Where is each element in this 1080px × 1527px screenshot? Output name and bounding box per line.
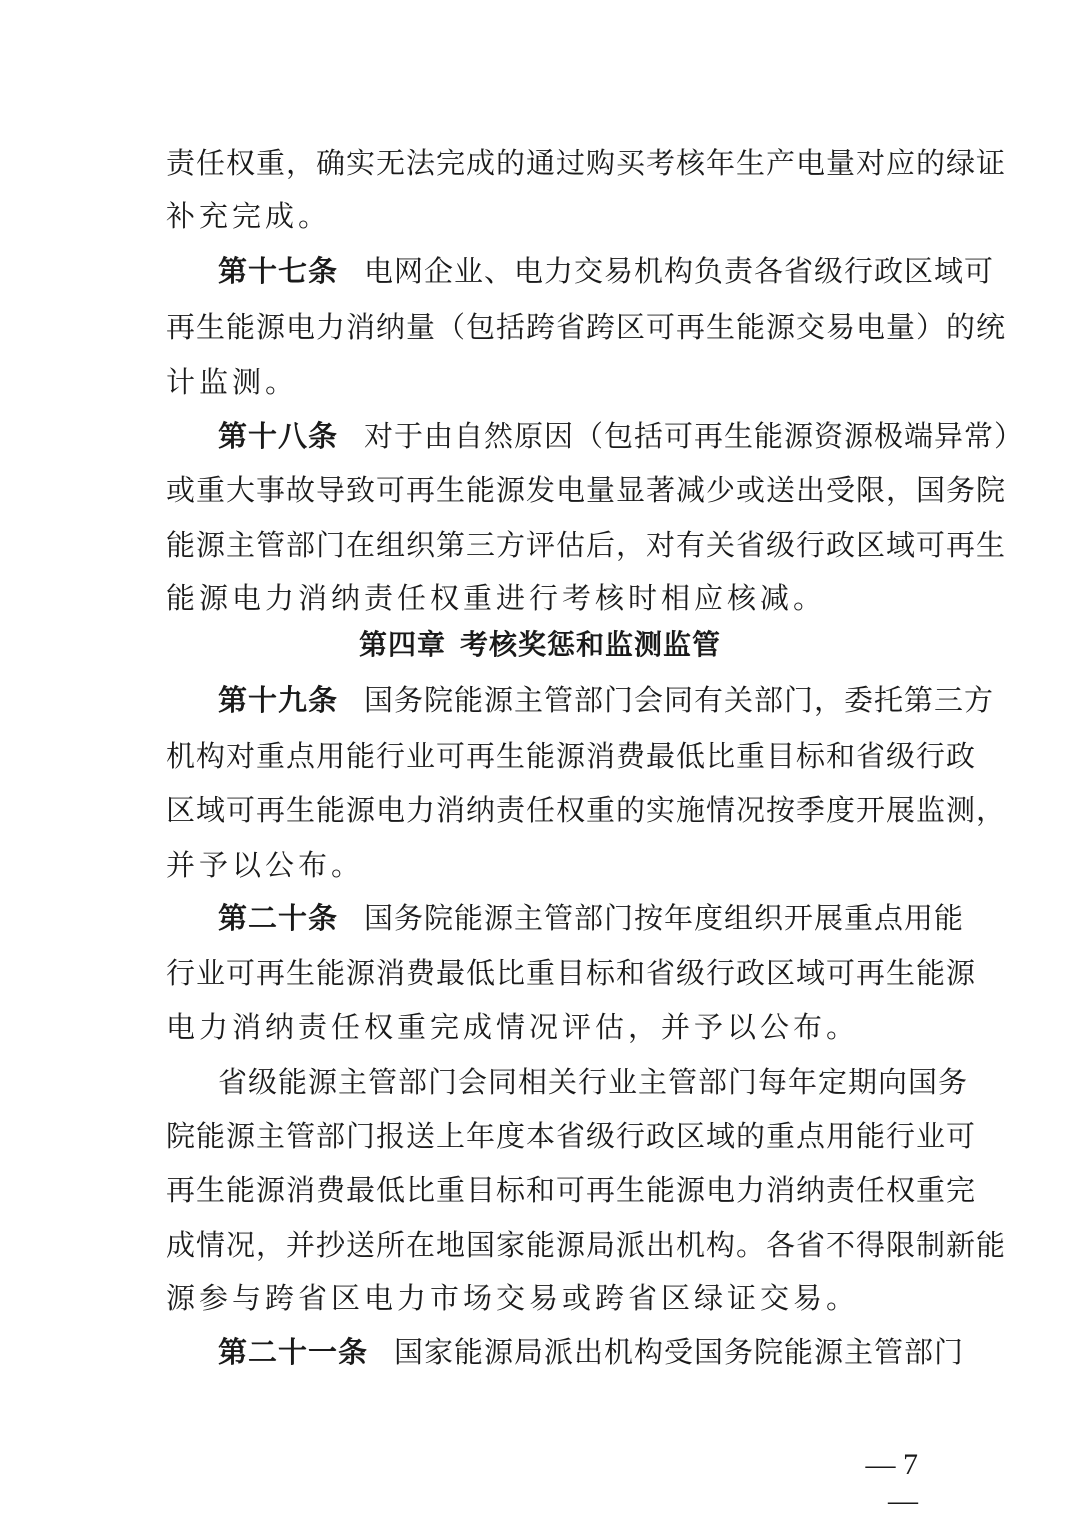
article-17-first-line bbox=[218, 251, 995, 291]
chapter-title: 考核奖惩和监测监管 bbox=[460, 628, 722, 661]
body-line: 补充完成。 bbox=[166, 199, 332, 233]
body-line: 行业可再生能源消费最低比重目标和省级行政区域可再生能源 bbox=[166, 956, 977, 990]
article-18-text: 对于由自然原因（包括可再生能源资源极端异常） bbox=[364, 419, 1025, 453]
article-17-text: 电网企业、电力交易机构负责各省级行政区域可 bbox=[364, 254, 995, 288]
article-21-label: 第二十一条 bbox=[218, 1335, 369, 1369]
body-line: 或重大事故导致可再生能源发电量显著减少或送出受限，国务院 bbox=[166, 473, 1007, 507]
article-20-text: 国务院能源主管部门按年度组织开展重点用能 bbox=[364, 901, 965, 935]
page-number: — 7 — bbox=[865, 1448, 918, 1517]
body-line: 计监测。 bbox=[166, 365, 299, 399]
article-17-label: 第十七条 bbox=[218, 254, 339, 288]
body-line: 机构对重点用能行业可再生能源消费最低比重目标和省级行政 bbox=[166, 739, 977, 773]
article-20-label: 第二十条 bbox=[218, 901, 339, 935]
body-line: 电力消纳责任权重完成情况评估，并予以公布。 bbox=[166, 1010, 860, 1044]
body-line: 再生能源消费最低比重目标和可再生能源电力消纳责任权重完 bbox=[166, 1173, 977, 1207]
body-line: 并予以公布。 bbox=[166, 848, 365, 882]
article-18-label: 第十八条 bbox=[218, 419, 339, 453]
article-21-first-line bbox=[218, 1332, 965, 1372]
article-19-label: 第十九条 bbox=[218, 683, 339, 717]
article-18-first-line bbox=[218, 416, 1025, 456]
article-20-first-line bbox=[218, 898, 965, 938]
body-line: 能源主管部门在组织第三方评估后，对有关省级行政区域可再生 bbox=[166, 528, 1007, 562]
article-21-text: 国家能源局派出机构受国务院能源主管部门 bbox=[394, 1335, 965, 1369]
chapter-heading bbox=[0, 625, 1080, 665]
body-line: 成情况，并抄送所在地国家能源局派出机构。各省不得限制新能 bbox=[166, 1228, 1007, 1262]
body-line: 责任权重，确实无法完成的通过购买考核年生产电量对应的绿证 bbox=[166, 146, 1007, 180]
body-line: 能源电力消纳责任权重进行考核时相应核减。 bbox=[166, 581, 827, 615]
body-line: 区域可再生能源电力消纳责任权重的实施情况按季度开展监测， bbox=[166, 793, 1007, 827]
article-19-text: 国务院能源主管部门会同有关部门，委托第三方 bbox=[364, 683, 995, 717]
paragraph-first-line: 省级能源主管部门会同相关行业主管部门每年定期向国务 bbox=[218, 1065, 969, 1099]
chapter-number: 第四章 bbox=[358, 628, 446, 661]
article-19-first-line bbox=[218, 680, 995, 720]
body-line: 院能源主管部门报送上年度本省级行政区域的重点用能行业可 bbox=[166, 1119, 977, 1153]
body-line: 再生能源电力消纳量（包括跨省跨区可再生能源交易电量）的统 bbox=[166, 310, 1007, 344]
body-line: 源参与跨省区电力市场交易或跨省区绿证交易。 bbox=[166, 1281, 860, 1315]
